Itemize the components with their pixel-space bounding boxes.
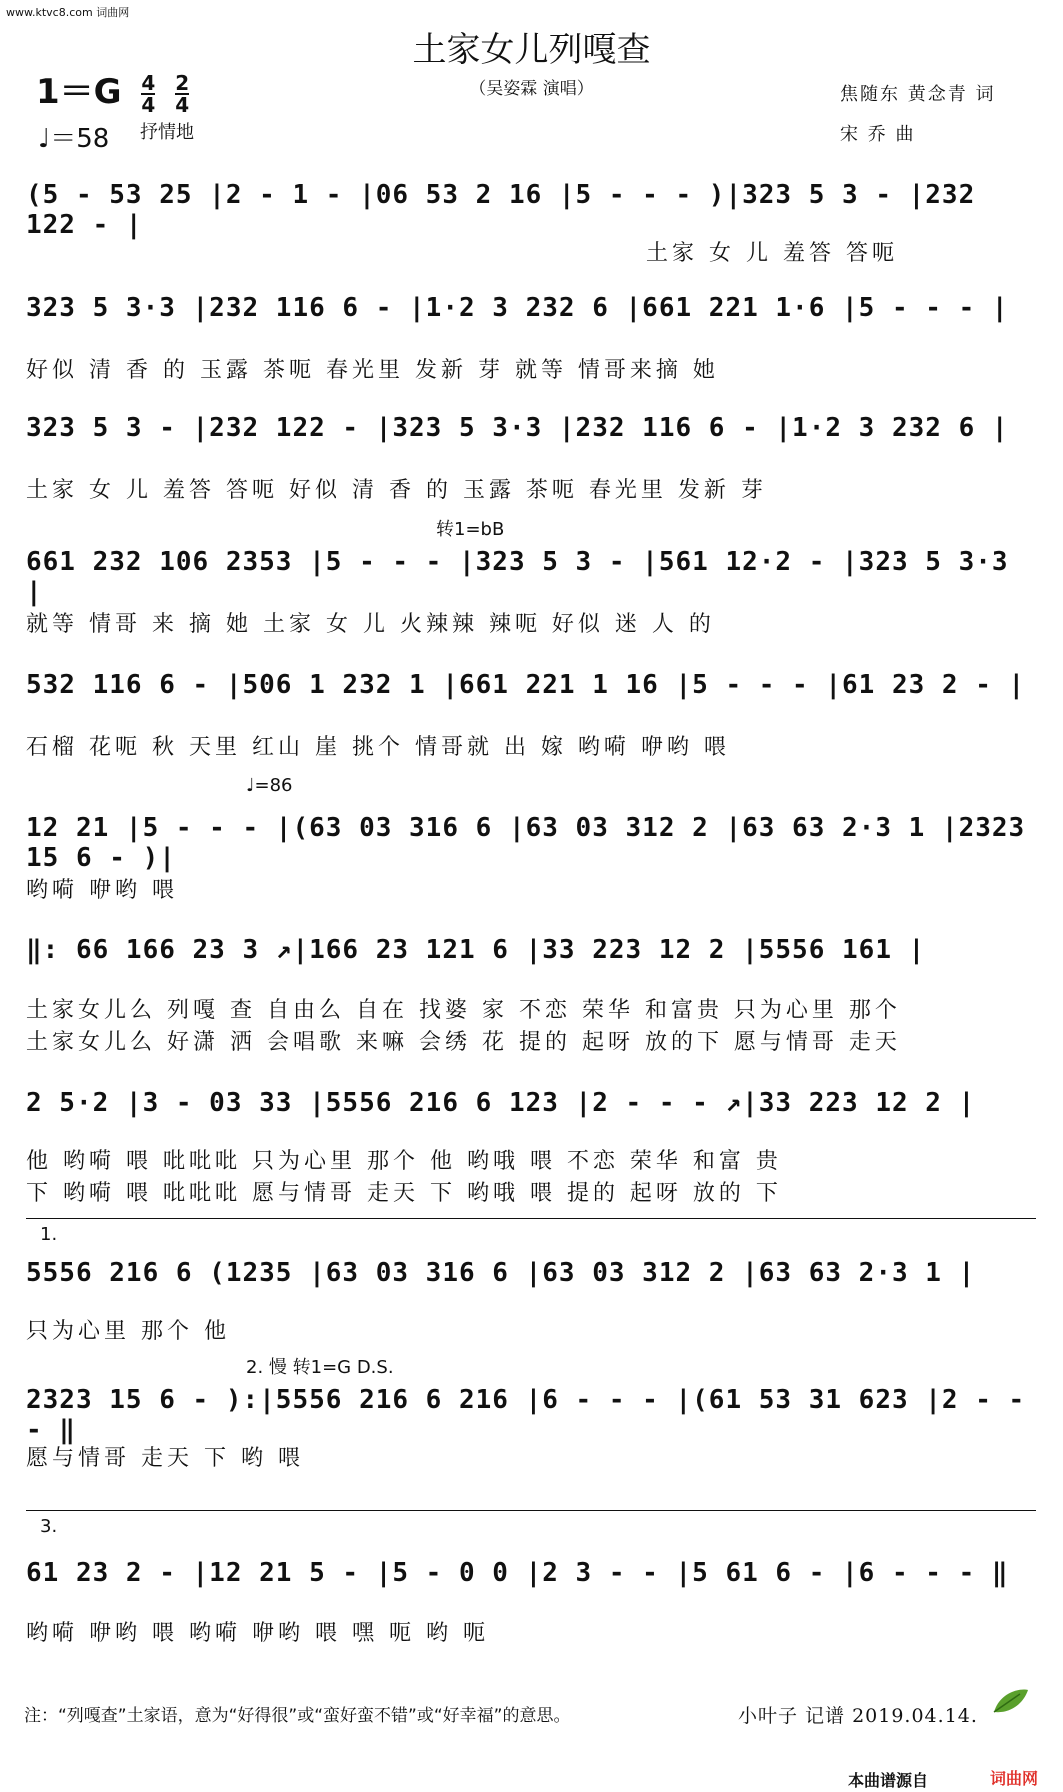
transcriber-credit: 小叶子 记谱 2019.04.14. bbox=[738, 1705, 978, 1727]
time-sig-1-denominator: 4 bbox=[141, 92, 156, 117]
score-system-8 bbox=[26, 1070, 1036, 1220]
time-signature-2 bbox=[175, 70, 190, 117]
notation-line: 2323 15 6 - ):|5556 216 6 216 |6 - - - |(61 53 31 623 |2 - - - ‖ bbox=[26, 1385, 1026, 1445]
notation-line: 323 5 3 - |232 122 - |323 5 3·3 |232 116 6 - |1·2 3 232 6 | bbox=[26, 413, 1009, 443]
score-system-7 bbox=[26, 915, 1036, 1065]
footnote: 注：“列嘎查”土家语，意为“好得很”或“蛮好蛮不错”或“好幸福”的意思。 bbox=[24, 1706, 571, 1726]
lyrics-line: 愿与情哥 走天 下 哟 喂 bbox=[26, 1446, 304, 1471]
lyricist-credit: 焦随东 黄念青 词 bbox=[840, 84, 996, 105]
score-system-5 bbox=[26, 650, 1036, 775]
notation-line: 323 5 3·3 |232 116 6 - |1·2 3 232 6 |661 221 1·6 |5 - - - | bbox=[26, 293, 1009, 323]
key-signature bbox=[36, 64, 189, 115]
score-system-2 bbox=[26, 285, 1036, 400]
volta-3-mark: 3. bbox=[40, 1516, 58, 1537]
time-sig-2-denominator: 4 bbox=[175, 92, 190, 117]
tempo-marking: ♩＝58 bbox=[38, 124, 110, 154]
leaf-icon bbox=[990, 1686, 1030, 1720]
footer-logo[interactable]: 词曲网 bbox=[990, 1769, 1039, 1788]
composer-credit: 宋 乔 曲 bbox=[840, 124, 916, 145]
notation-line: (5 - 53 25 |2 - 1 - |06 53 2 16 |5 - - - )|323 5 3 - |232 122 - | bbox=[26, 180, 976, 240]
lyrics-line-verse-2: 下 哟嗬 喂 吡吡吡 愿与情哥 走天 下 哟哦 喂 提的 起呀 放的 下 bbox=[26, 1181, 782, 1206]
footer-source-text: 本曲谱源自 bbox=[848, 1771, 929, 1790]
lyrics-line: 哟嗬 咿哟 喂 bbox=[26, 878, 178, 903]
score-system-6 bbox=[26, 775, 1036, 910]
notation-line: 61 23 2 - |12 21 5 - |5 - 0 0 |2 3 - - |5 61 6 - |6 - - - ‖ bbox=[26, 1558, 1009, 1588]
time-signature-1 bbox=[141, 70, 156, 117]
lyrics-line: 土家 女 儿 羞答 答呃 好似 清 香 的 玉露 茶呃 春光里 发新 芽 bbox=[26, 478, 767, 503]
lyrics-line: 就等 情哥 来 摘 她 土家 女 儿 火辣辣 辣呃 好似 迷 人 的 bbox=[26, 612, 715, 637]
volta-bracket bbox=[26, 1510, 1036, 1511]
notation-line: ‖: 66 166 23 3 ↗|166 23 121 6 |33 223 12 2 |5556 161 | bbox=[26, 935, 926, 965]
score-system-9 bbox=[26, 1218, 1036, 1344]
song-title: 土家女儿列嘎查 bbox=[412, 30, 651, 70]
modulation-mark: 转1=bB bbox=[436, 519, 505, 540]
score-system-11 bbox=[26, 1510, 1036, 1660]
lyrics-line-verse-2: 土家女儿么 好潇 洒 会唱歌 来嘛 会绣 花 提的 起呀 放的下 愿与情哥 走天 bbox=[26, 1030, 901, 1055]
notation-line: 12 21 |5 - - - |(63 03 316 6 |63 03 312 2 |63 63 2·3 1 |2323 15 6 - )| bbox=[26, 813, 1026, 873]
time-sig-1-numerator: 4 bbox=[141, 70, 156, 95]
notation-line: 532 116 6 - |506 1 232 1 |661 221 1 16 |5 - - - |61 23 2 - | bbox=[26, 670, 1026, 700]
lyrics-line: 只为心里 那个 他 bbox=[26, 1319, 230, 1344]
score-system-3 bbox=[26, 405, 1036, 520]
notation-line: 661 232 106 2353 |5 - - - |323 5 3 - |561 12·2 - |323 5 3·3 | bbox=[26, 547, 1009, 607]
score-system-1 bbox=[26, 170, 1036, 280]
volta-1-mark: 1. bbox=[40, 1224, 58, 1245]
notation-line: 5556 216 6 (1235 |63 03 316 6 |63 03 312 2 |63 63 2·3 1 | bbox=[26, 1258, 976, 1288]
mood-marking: 抒情地 bbox=[140, 122, 194, 143]
lyrics-line: 土家 女 儿 羞答 答呃 bbox=[646, 241, 898, 266]
score-system-10 bbox=[26, 1345, 1036, 1475]
key-label: 1＝G bbox=[36, 72, 122, 112]
singer-line: （吴姿霖 演唱） bbox=[469, 79, 594, 99]
time-sig-2-numerator: 2 bbox=[175, 70, 190, 95]
volta-bracket bbox=[26, 1218, 1036, 1219]
tempo-change-mark: ♩=86 bbox=[246, 775, 293, 796]
notation-line: 2 5·2 |3 - 03 33 |5556 216 6 123 |2 - - - ↗|33 223 12 2 | bbox=[26, 1088, 976, 1118]
score-system-4 bbox=[26, 515, 1036, 645]
lyrics-line: 好似 清 香 的 玉露 茶呃 春光里 发新 芽 就等 情哥来摘 她 bbox=[26, 358, 719, 383]
lyrics-line: 哟嗬 咿哟 喂 哟嗬 咿哟 喂 嘿 呃 哟 呃 bbox=[26, 1621, 489, 1646]
lyrics-line-verse-1: 土家女儿么 列嘎 查 自由么 自在 找婆 家 不恋 荣华 和富贵 只为心里 那个 bbox=[26, 998, 901, 1023]
site-url: www.ktvc8.com 词曲网 bbox=[6, 6, 130, 19]
lyrics-line: 石榴 花呃 秋 天里 红山 崖 挑个 情哥就 出 嫁 哟嗬 咿哟 喂 bbox=[26, 735, 730, 760]
lyrics-line-verse-1: 他 哟嗬 喂 吡吡吡 只为心里 那个 他 哟哦 喂 不恋 荣华 和富 贵 bbox=[26, 1149, 782, 1174]
volta-2-tempo-modulation-ds-marks: 2. 慢 转1=G D.S. bbox=[246, 1357, 394, 1378]
